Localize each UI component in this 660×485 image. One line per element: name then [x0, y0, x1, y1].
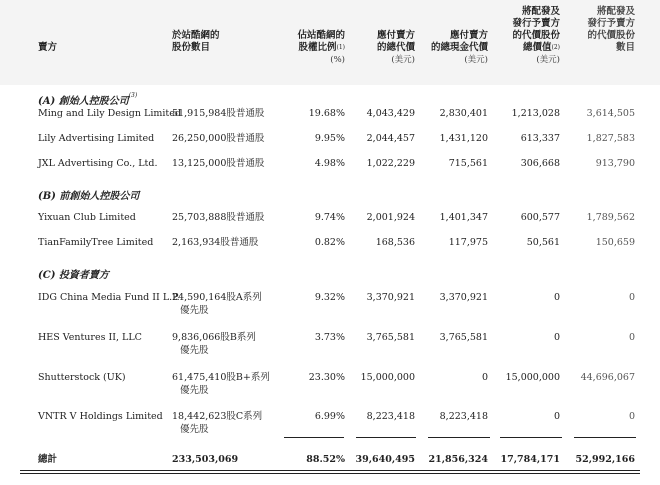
rule-consideration: [356, 437, 416, 438]
section-former-founder-holding: (B) 前創始人控股公司: [38, 191, 140, 202]
section-founder-holding: (A) 創始人控股公司$^{(3)}$: [38, 92, 138, 107]
header-cash-consideration: 應付賣方 的總現金代價 (美元): [430, 30, 488, 65]
header-shares: 於站酷網的 股份數目: [172, 30, 220, 53]
section-investor-sellers: (C) 投資者賣方: [38, 270, 109, 281]
total-rule-1: [20, 470, 640, 471]
header-percentage: 佔站酷網的 股權比例$^{(1)}$ (%): [297, 30, 345, 65]
header-share-value: 將配發及 發行予賣方 的代價股份 總價值$^{(2)}$ (美元): [512, 6, 560, 65]
rule-cash: [428, 437, 490, 438]
share-table-page: 賣方 於站酷網的 股份數目 佔站酷網的 股權比例$^{(1)}$ (%) 應付賣方 的總代價 (美元) 應付賣方 的總現金代價 (美元) 將配發及 發行予賣方 的代價股份 總價值$^{(2)}$ (美元) 將配發及 發行予賣方 的代價股份 數目 (A) 創始人控股公司$^{(3)}$ (B) 前創始人控股公司 (C) 投資者賣方 Ming and Lily Design Limited 51,915,984股普通股 19.68% 4,043,429 2,830,401 1,213,028 3,614,505 Lily Advertising Limited 26,250,000股普通股 9.95% 2,044,457 1,431,120 613,337 1,827,583 JXL Advertising Co., Ltd. 13,125,000股普通股 4.98% 1,022,229 715,561 306,668 913,790 Yixuan Club Limited 25,703,888股普通股 9.74% 2,001,924 1,401,347 600,577 1,789,562 TianFamilyTree Limited 2,163,934股普通股 0.82% 168,536 117,975 50,561 150,659 IDG China Media Fund II L.P. 24,590,164股A系列 優先股 9.32% 3,370,921 3,370,921 0 0 HES Ventures II, LLC 9,836,066股B系列 優先股 3.73% 3,765,581 3,765,581 0 0 Shutterstock (UK) 61,475,410股B+系列 優先股 23.30% 15,000,000 0 15,000,000 44,696,067 VNTR V Holdings Limited 18,442,623股C系列 優先股 6.99% 8,223,418 8,223,418 0 0 總計 233,503,069 88.52% 39,640,495 21,856,324 17,784,171 52,992,166: [0, 0, 660, 485]
header-seller: 賣方: [38, 42, 58, 53]
total-rule-2: [20, 473, 640, 474]
rule-pct: [284, 437, 344, 438]
rule-count: [574, 437, 636, 438]
header-consideration: 應付賣方 的總代價 (美元): [376, 30, 415, 65]
header-share-count: 將配發及 發行予賣方 的代價股份 數目: [587, 6, 635, 53]
rule-value: [500, 437, 562, 438]
